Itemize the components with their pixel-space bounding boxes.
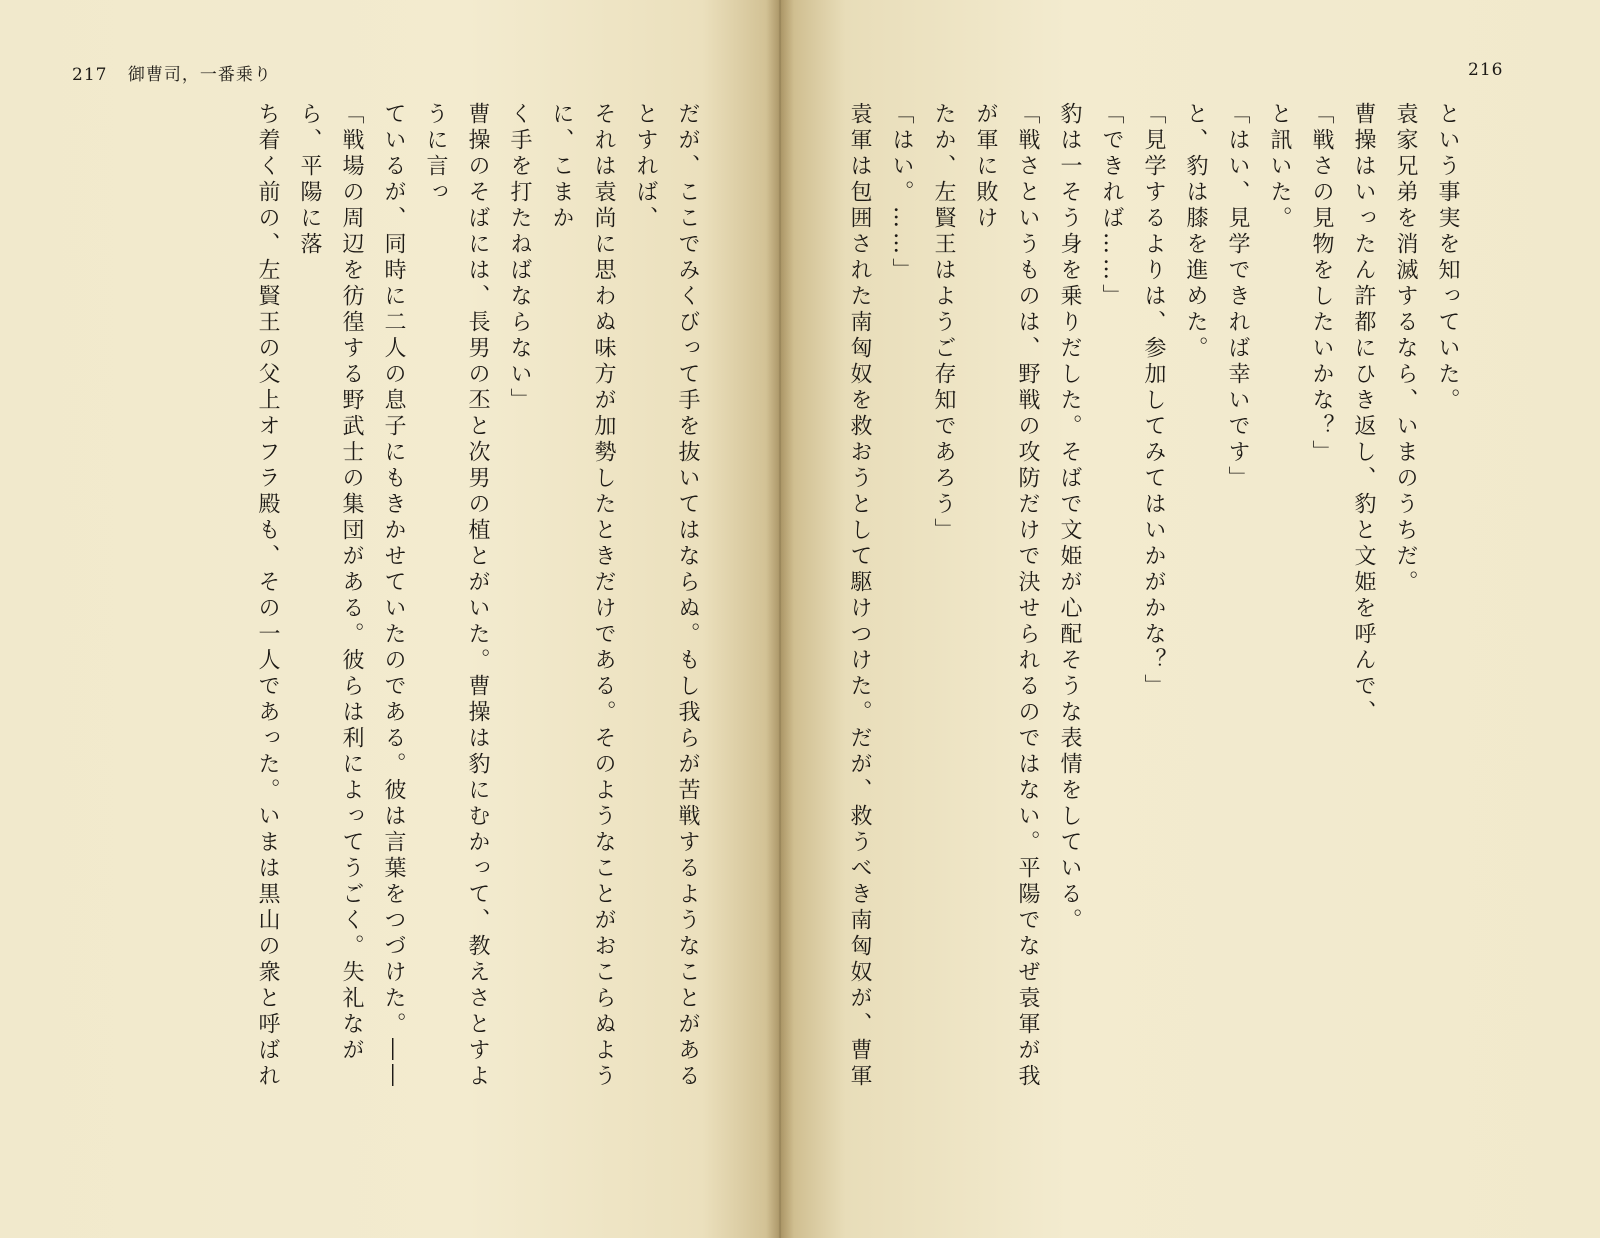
- text-line: それは袁尚に思わぬ味方が加勢したときだけである。そのようなことがおこらぬように、こまか: [549, 102, 616, 1090]
- text-line: 「はい、見学できれば幸いです」: [1225, 102, 1250, 492]
- text-line: だが、ここでみくびって手を抜いてはならぬ。もし我らが苦戦するようなことがあるとすれば、: [633, 102, 700, 1090]
- book-gutter: [766, 0, 794, 1238]
- text-line: 「戦さというものは、野戦の攻防だけで決せられるのではない。平陽でなぜ袁軍が我が軍に敗け: [973, 102, 1040, 1090]
- text-line: 豹は一そう身を乗りだした。そばで文姫が心配そうな表情をしている。: [1057, 102, 1082, 934]
- text-line: 「戦場の周辺を彷徨する野武士の集団がある。彼らは利によってうごく。失礼ながら、平陽に落: [297, 102, 364, 1064]
- text-line: という事実を知っていた。: [1435, 102, 1460, 414]
- text-line: 曹操はいったん許都にひき返し、豹と文姫を呼んで、: [1351, 102, 1376, 726]
- text-line: と訊いた。: [1267, 102, 1292, 232]
- right-page: [780, 0, 1600, 1238]
- text-line: たか、左賢王はようご存知であろう」: [931, 102, 956, 544]
- text-line: 袁家兄弟を消滅するなら、いまのうちだ。: [1393, 102, 1418, 596]
- text-line: ち着く前の、左賢王の父上オフラ殿も、その一人であった。いまは黒山の衆と呼ばれ: [255, 102, 280, 1090]
- text-line: 「はい。……」: [889, 102, 914, 284]
- left-page-number: 217: [72, 65, 108, 85]
- left-page-header: [72, 60, 272, 85]
- text-line: く手を打たねばならない」: [507, 102, 532, 414]
- text-line: と、豹は膝を進めた。: [1183, 102, 1208, 362]
- text-line: 「戦さの見物をしたいかな？」: [1309, 102, 1334, 466]
- left-page-body: [250, 102, 708, 1107]
- text-line: ているが、同時に二人の息子にもきかせていたのである。彼は言葉をつづけた。――: [381, 102, 406, 1090]
- right-page-number: 216: [1468, 60, 1504, 80]
- text-line: 「見学するよりは、参加してみてはいかがかな？」: [1141, 102, 1166, 700]
- text-line: 袁軍は包囲された南匈奴を救おうとして駆けつけた。だが、救うべき南匈奴が、曹軍: [847, 102, 872, 1090]
- running-title: 御曹司，一番乗り: [127, 65, 272, 85]
- right-page-body: [838, 102, 1468, 1107]
- left-page: [0, 0, 780, 1238]
- text-line: 「できれば……」: [1099, 102, 1124, 310]
- text-line: 曹操のそばには、長男の丕と次男の植とがいた。曹操は豹にむかって、教えさとすように言っ: [423, 102, 490, 1090]
